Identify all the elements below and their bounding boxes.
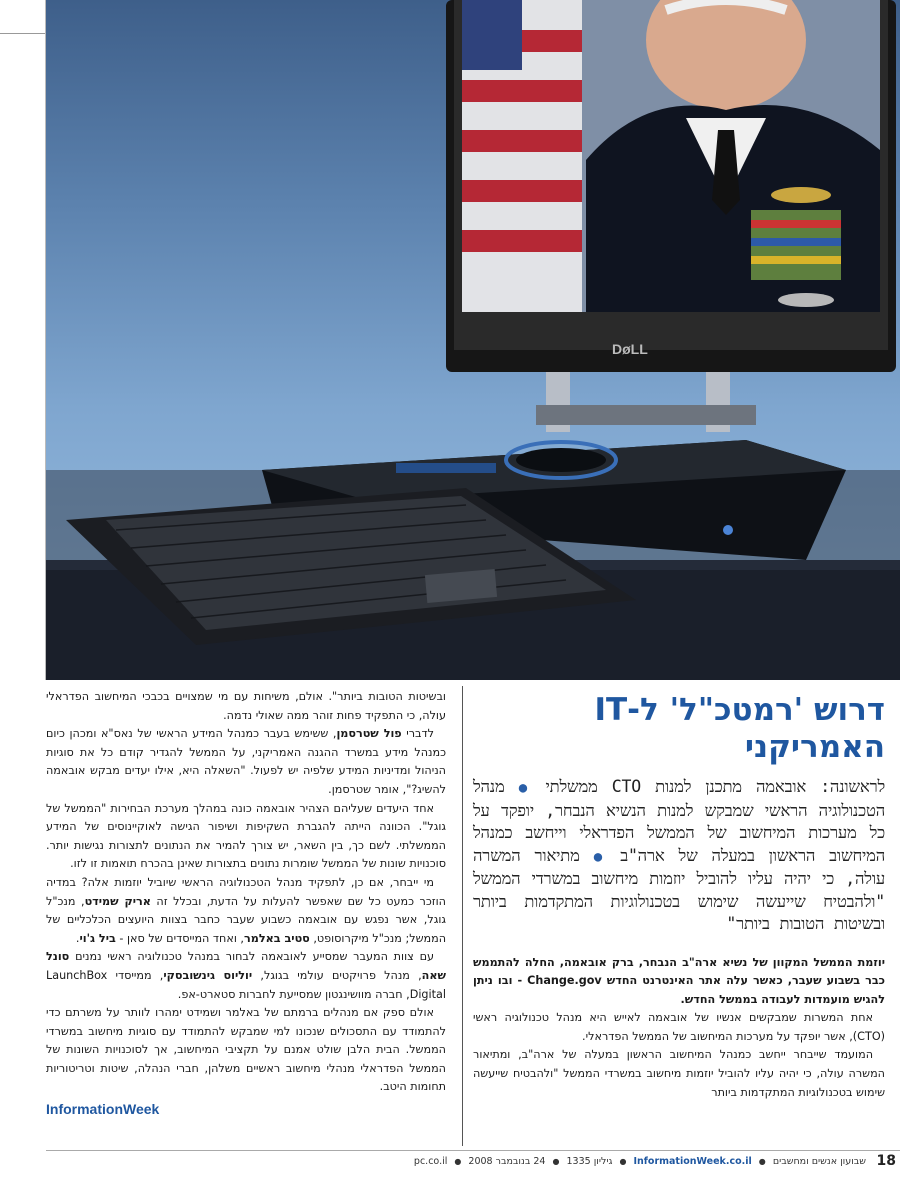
bullet-icon: ●	[552, 1157, 560, 1166]
page-footer	[46, 1150, 900, 1171]
issue-number: גיליון 1335	[566, 1156, 613, 1167]
text: .	[75, 931, 80, 945]
lede	[473, 776, 885, 936]
text: , מנכ"ל גוגל, אשר נפגש עם אובאמה כשבוע שעבר כחבר בצוות היועצים הכלכליים של הממשל; מנכ"ל מיקרוסופט,	[46, 894, 446, 945]
paragraph	[46, 948, 446, 1004]
intro-bold: יוזמת הממשל המקוון של נשיא ארה"ב הנבחר, ברק אובאמה, החלה להתממש כבר בשבוע שעבר, כאשר עלה אתר האינטרנט החדש Change.gov - ובו ניתן להגיש מועמדות לעבודה בממשל החדש.	[473, 955, 885, 1006]
publication-name: שבועון אנשים ומחשבים	[772, 1156, 866, 1167]
right-body	[473, 954, 885, 1103]
paragraph: אחד היעדים שעליהם הצהיר אובאמה כונה במהלך מערכת הבחירות "הממשל של גוגל". הכוונה הייתה להגברת השקיפות ושיפור הגישה לאוקיינוסים של המידע הממשלתי. לשם כך, בין השאר, יש צורך להמיר את הנתונים לתצורות נגישות יותר. סוכנויות שונות של הממשל שומרות נתונים בתצורות שאינן בהכרח תואמות זו לזו.	[46, 801, 446, 871]
left-column	[46, 688, 446, 1117]
right-column	[462, 686, 885, 1146]
paragraph	[46, 874, 446, 948]
text: , ששימש בעבר כמנהל המידע הראשי של נאס"א ומכהן כיום כמנהל מידע במשרד ההגנה האמריקני, על הממשל להגדיר קודם כל את סוגיות הניהול ומדיניות המידע שלפיה יש לפעול. "השאלה היא, אילו יעדים מבקש אובאמה להשיג?", אומר שטרסמן.	[46, 727, 446, 796]
text: , ואחד המייסדים של סאן -	[115, 931, 244, 945]
signature-logo: InformationWeek	[46, 1101, 160, 1118]
headline-line-2: האמריקני	[744, 729, 885, 765]
paragraph: אולם ספק אם מנהלים ברמתם של באלמר ושמידט ימהרו לוותר על משרתם כדי להתמודד עם התסכולים שנכונו למי שמבקש להתמודד עם סוגיות מיחשוב במשרדי הממשל. הבית הלבן שולט אמנם על תקציבי המיחשוב, אך לסוכנויות השונות של הממשל הפדראלי מנהלי מיחשוב ראשיים משלהן, חברי הנהלה, שיטות וטריטוריות תחומות היטב.	[46, 1006, 446, 1094]
computer-illustration	[46, 0, 900, 680]
lede-part-1: לראשונה: אובאמה מתכנן למנות CTO ממשלתי	[545, 777, 886, 796]
flag	[462, 0, 582, 312]
person-name: אריק שמידט	[84, 894, 151, 908]
lede-part-2: מנהל הטכנולוגיה הראשי שמבקש למנות הנשיא הנבחר, יופקד על כל מערכות המיחשוב של הממשל הפדראלי וייחשב כמנהל המיחשוב הראשון במעלה של ארה"ב	[473, 777, 886, 865]
headline-line-1: דרוש 'רמטכ"ל' ל-IT	[594, 692, 885, 728]
paragraph: המועמד שייבחר ייחשב כמנהל המיחשוב הראשון במעלה של ארה"ב, ומתיאור המשרה עולה, כי יהיה עליו להוביל יוזמות מיחשוב במשרדי הממשל "ולהבטיח שייעשה שימוש בטכנולוגיות המתקדמות ביותר	[473, 1048, 885, 1099]
paragraph	[473, 954, 885, 1010]
text: עם צוות המעבר שמסייע לאובאמה לבחור במנהל טכנולוגיה ראשי נמנים	[69, 950, 434, 964]
monitor-logo: DøLL	[612, 341, 648, 357]
person-name: פול שטרסמן	[336, 727, 402, 741]
domain-link[interactable]: pc.co.il	[413, 1156, 448, 1167]
lede-part-3: מתיאור המשרה עולה, כי יהיה עליו להוביל יוזמות מיחשוב במשרדי הממשל "ולהבטיח שייעשה שימוש בטכנולוגיות המתקדמות ביותר ובשיטות הטובות ביותר"	[473, 845, 885, 933]
paragraph	[46, 725, 446, 799]
article-photo	[46, 0, 900, 680]
bullet-icon: ●	[593, 848, 607, 865]
paragraph: ובשיטות הטובות ביותר". אולם, משיחות עם מי שמצויים בכבכי המיחשוב הפדראלי עולה, כי התפקיד פחות זוהר ממה שאולי נדמה.	[46, 690, 446, 722]
footer-credits	[414, 1156, 866, 1167]
left-body	[46, 688, 446, 1097]
issue-date: 24 בנובמבר 2008	[468, 1156, 546, 1167]
person-name: ביל ג'וי	[79, 931, 116, 945]
person-name: יוליוס גינשובסקי	[163, 968, 253, 982]
text: מי ייבחר, אם כן, לתפקיד מנהל הטכנולוגיה הראשי שיוביל יוזמות אלה? במדיה הוזכר כמעט כל שם שאפשר להעלות על הדעת, ובכלל זה	[46, 875, 446, 908]
person-name: סונל שאה	[46, 950, 446, 982]
bullet-icon: ●	[619, 1157, 627, 1166]
text: , מנהל פרויקטים עולמי בגוגל,	[252, 968, 422, 982]
page-number: 18	[876, 1153, 896, 1169]
bullet-icon: ●	[518, 780, 532, 796]
page-margin-lines	[0, 0, 46, 680]
bullet-icon: ●	[454, 1157, 462, 1166]
text: , ממייסדי LaunchBox Digital, חברה מוושינגטון שמסייעת לחברות סטארט-אפ.	[46, 968, 446, 1001]
site-link[interactable]: InformationWeek.co.il	[633, 1156, 752, 1167]
person-name: סטיב באלמר	[243, 931, 310, 945]
headline	[473, 692, 885, 766]
paragraph: אחת המשרות שמבקשים אנשיו של אובאמה לאייש היא מנהל טכנולוגיה ראשי (CTO), אשר יופקד על מערכות המיחשוב של הממשל הפדראלי.	[473, 1011, 885, 1043]
bullet-icon: ●	[758, 1157, 766, 1166]
text: לדברי	[401, 727, 434, 741]
